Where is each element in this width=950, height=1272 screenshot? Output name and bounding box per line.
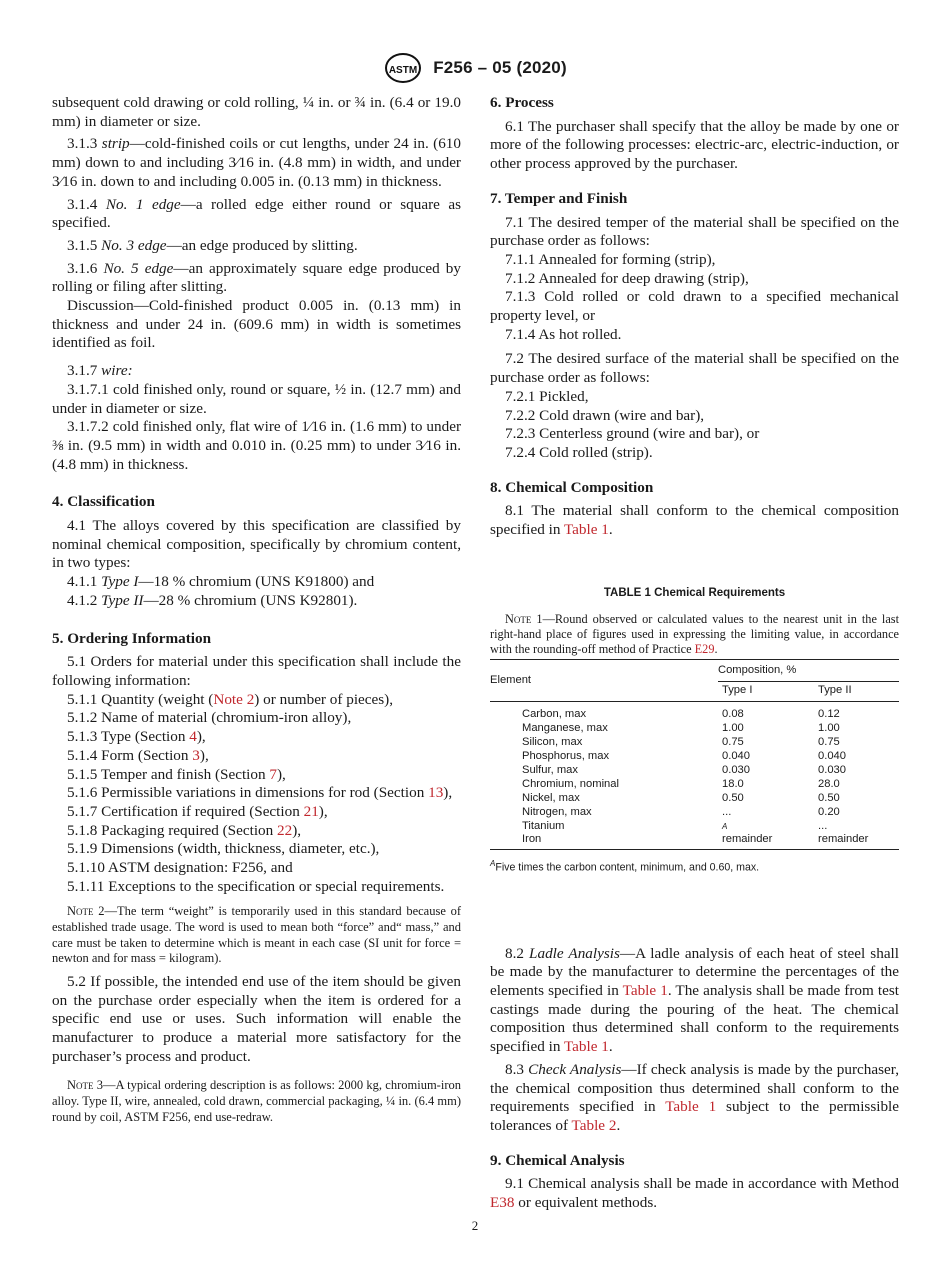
table-title: TABLE 1 Chemical Requirements — [603, 586, 786, 599]
list-item: 5.1.6 Permissible variations in dimensions for rod (Section 13), — [67, 784, 453, 802]
list-item: 5.1.8 Packaging required (Section 22), — [67, 821, 302, 839]
paragraph-7-1: 7.1 The desired temper of the material shall be specified on the purchase order as follows: — [490, 213, 899, 250]
paragraph-3-1-6: 3.1.6 No. 5 edge—an approximately square edge produced by rolling or filing after slitting. — [52, 259, 461, 296]
table-row — [490, 736, 899, 750]
table-row — [490, 778, 899, 792]
table-2-link[interactable]: Table 2 — [571, 1116, 617, 1134]
list-item: 5.1.9 Dimensions (width, thickness, diameter, etc.), — [67, 840, 380, 858]
table-1-link[interactable]: Table 1 — [563, 521, 609, 539]
page-header — [0, 52, 950, 84]
section-3-link[interactable]: 3 — [192, 746, 200, 764]
paragraph-8-2: 8.2 Ladle Analysis—A ladle analysis of each heat of steel shall be made by the manufacturer to determine the percentages of the elements specified in Table 1. The analysis shall be made from test castings made during the pouring of the heat. The chemical composition thus determined shall conform to the requirements specified in Table 1. — [490, 944, 900, 1056]
chemical-requirements-table-block — [490, 584, 899, 878]
paragraph-4-1: 4.1 The alloys covered by this specification are classified by nominal chemical composition, specifically by chromium content, in two types: — [52, 517, 461, 572]
column-header-type-2: Type II — [814, 682, 899, 702]
cell-element: Silicon, max — [522, 736, 583, 749]
astm-logo-icon — [383, 52, 423, 84]
list-item: 5.1.5 Temper and finish (Section 7), — [67, 765, 286, 783]
paragraph-4-1-1: 4.1.1 Type I—18 % chromium (UNS K91800) and — [67, 573, 375, 591]
cell-type-2: 0.040 — [818, 750, 846, 762]
paragraph-7-2: 7.2 The desired surface of the material shall be specified on the purchase order as follows: — [490, 350, 899, 387]
cell-type-1: ... — [722, 805, 732, 818]
list-item: 7.2.1 Pickled, — [505, 387, 589, 405]
svg-text:ASTM: ASTM — [389, 65, 418, 76]
cell-type-1: 0.08 — [722, 708, 744, 721]
paragraph-9-1: 9.1 Chemical analysis shall be made in accordance with Method E38 or equivalent methods. — [490, 1175, 899, 1212]
list-item: 7.2.3 Centerless ground (wire and bar), or — [505, 425, 760, 443]
cell-type-2: 28.0 — [818, 777, 840, 790]
list-item: 5.1.11 Exceptions to the specification or special requirements. — [67, 877, 445, 895]
table-1-link[interactable]: Table 1 — [665, 1098, 717, 1116]
list-item: 7.2.4 Cold rolled (strip). — [505, 443, 653, 461]
table-1-link[interactable]: Table 1 — [563, 1038, 609, 1056]
e38-link[interactable]: E38 — [490, 1194, 515, 1212]
cell-type-1: 0.75 — [722, 736, 744, 749]
cell-element: Carbon, max — [522, 708, 587, 721]
list-item: 7.1.1 Annealed for forming (strip), — [505, 250, 716, 268]
column-header-type-1: Type I — [718, 682, 814, 702]
list-item: 5.1.1 Quantity (weight (Note 2) or number of pieces), — [67, 690, 394, 708]
section-heading-4: 4. Classification — [52, 493, 155, 511]
list-item: 5.1.2 Name of material (chromium-iron alloy), — [67, 709, 352, 727]
table-row — [490, 806, 899, 820]
cell-type-1: remainder — [718, 833, 814, 849]
cell-type-2: 0.50 — [818, 791, 840, 804]
cell-type-2: remainder — [814, 833, 899, 849]
paragraph-5-2: 5.2 If possible, the intended end use of the item should be given on the purchase order especially when the item is ordered for a specific end use or uses. Such information will enable the manufacturer to produce a material more satisfactory for the purchaser’s process and product. — [52, 972, 461, 1065]
paragraph-3-1-7-2: 3.1.7.2 cold finished only, flat wire of 1⁄16 in. (1.6 mm) to under ⅜ in. (9.5 mm) in width and 0.010 in. (0.25 mm) to under 3⁄16 in. (4.8 mm) in thickness. — [52, 418, 461, 473]
table-1-link[interactable]: Table 1 — [622, 981, 668, 999]
paragraph-3-1-7: 3.1.7 wire: — [67, 362, 133, 380]
section-4-link[interactable]: 4 — [189, 728, 197, 746]
list-item: 7.1.2 Annealed for deep drawing (strip), — [505, 269, 749, 287]
section-22-link[interactable]: 22 — [277, 821, 293, 839]
table-footnote: $^A$Five times the carbon content, minimum, and 0.60, max. — [490, 859, 760, 874]
table-note-1: Note 1—Round observed or calculated values to the nearest unit in the last right-hand place of figures used in expressing the limiting value, in accordance with the rounding-off method of Practice E29. — [490, 612, 899, 657]
cell-type-2: 0.75 — [818, 736, 840, 749]
paragraph-3-1-4: 3.1.4 No. 1 edge—a rolled edge either round or square as specified. — [52, 195, 462, 232]
cell-type-1: 0.030 — [722, 763, 750, 776]
cell-element: Titanium — [522, 819, 565, 832]
note-3: Note 3—A typical ordering description is as follows: 2000 kg, chromium-iron alloy. Type II, wire, annealed, cold drawn, commercial packaging, ¼ in. (6.4 mm) round by coil, ASTM F256, end use-redraw. — [52, 1078, 461, 1124]
left-column — [52, 94, 461, 1131]
cell-type-1: 1.00 — [722, 722, 744, 735]
paragraph-6-1: 6.1 The purchaser shall specify that the alloy be made by one or more of the following processes: electric-arc, electric-induction, or other process approved by the purchaser. — [490, 117, 899, 173]
list-item: 5.1.7 Certification if required (Section 21), — [67, 802, 328, 820]
list-item: 5.1.4 Form (Section 3), — [67, 746, 209, 764]
standard-designation: F256 – 05 (2020) — [433, 58, 567, 77]
section-13-link[interactable]: 13 — [428, 784, 444, 802]
cell-element: Manganese, max — [522, 722, 608, 735]
cell-type-2: 0.20 — [818, 805, 840, 818]
list-item: 7.1.3 Cold rolled or cold drawn to a specified mechanical property level, or — [490, 288, 899, 325]
note-2: Note 2—The term “weight” is temporarily used in this standard because of established trade usage. The word is used to mean both “force” and“ mass,” and care must be taken to determine which is meant in each case (SI unit for force = newton and for mass = kilogram). — [52, 904, 461, 966]
chemical-requirements-table — [490, 659, 899, 850]
paragraph-3-1-7-1: 3.1.7.1 cold finished only, round or square, ½ in. (12.7 mm) and under in diameter or size. — [52, 380, 461, 417]
paragraph-8-1: 8.1 The material shall conform to the chemical composition specified in Table 1. — [490, 502, 899, 539]
cell-element: Nitrogen, max — [522, 805, 592, 818]
column-header-composition: Composition, % — [718, 660, 899, 682]
right-column — [490, 94, 899, 1213]
table-row — [490, 750, 899, 764]
cell-element: Sulfur, max — [522, 763, 578, 776]
cell-element: Phosphorus, max — [522, 750, 610, 762]
table-row — [490, 722, 899, 736]
paragraph-8-3: 8.3 Check Analysis—If check analysis is made by the purchaser, the chemical composition thus determined shall conform to the requirements specified in Table 1 subject to the permissible tolerances of Table 2. — [490, 1060, 900, 1134]
cell-element: Chromium, nominal — [522, 777, 619, 790]
e29-link[interactable]: E29 — [694, 642, 715, 657]
paragraph-4-1-2: 4.1.2 Type II—28 % chromium (UNS K92801). — [67, 591, 358, 609]
table-row — [490, 702, 899, 722]
cell-type-1: A — [722, 821, 728, 831]
cell-type-1: 0.50 — [722, 791, 744, 804]
section-21-link[interactable]: 21 — [303, 802, 319, 820]
list-item: 5.1.10 ASTM designation: F256, and — [67, 859, 293, 877]
paragraph: subsequent cold drawing or cold rolling, ¼ in. or ¾ in. (6.4 or 19.0 mm) in diameter or size. — [52, 94, 461, 130]
section-heading-7: 7. Temper and Finish — [490, 189, 628, 207]
page-number: 2 — [471, 1218, 479, 1233]
paragraph-3-1-5: 3.1.5 No. 3 edge—an edge produced by slitting. — [67, 236, 358, 254]
column-header-element: Element — [490, 660, 718, 702]
cell-type-2: 1.00 — [818, 722, 840, 735]
table-row — [490, 764, 899, 778]
cell-type-1: 18.0 — [722, 777, 744, 790]
note-2-link[interactable]: Note 2 — [213, 690, 255, 708]
section-heading-9: 9. Chemical Analysis — [490, 1151, 625, 1169]
discussion: Discussion—Cold-finished product 0.005 in. (0.13 mm) in thickness and under 24 in. (609.6 mm) in width is sometimes identified as foil. — [52, 297, 461, 352]
cell-element: Nickel, max — [522, 791, 580, 804]
cell-type-2: 0.12 — [818, 708, 840, 721]
section-heading-5: 5. Ordering Information — [52, 629, 212, 647]
table-row — [490, 792, 899, 806]
cell-element: Iron — [490, 833, 718, 849]
section-heading-8: 8. Chemical Composition — [490, 478, 654, 496]
list-item: 7.1.4 As hot rolled. — [505, 325, 622, 343]
section-heading-6: 6. Process — [490, 94, 554, 111]
table-row — [490, 820, 899, 834]
cell-type-1: 0.040 — [722, 750, 750, 762]
cell-type-2: ... — [818, 819, 828, 832]
paragraph-5-1: 5.1 Orders for material under this specification shall include the following information: — [52, 653, 461, 689]
table-row — [490, 833, 899, 849]
paragraph-3-1-3: 3.1.3 strip—cold-finished coils or cut lengths, under 24 in. (610 mm) down to and including 3⁄16 in. (4.8 mm) in width, and under 3⁄16 in. down to and including 0.005 in. (0.13 mm) in thickness. — [52, 135, 461, 190]
list-item: 5.1.3 Type (Section 4), — [67, 728, 206, 746]
list-item: 7.2.2 Cold drawn (wire and bar), — [505, 406, 705, 424]
cell-type-2: 0.030 — [818, 763, 846, 776]
section-7-link[interactable]: 7 — [269, 765, 277, 783]
